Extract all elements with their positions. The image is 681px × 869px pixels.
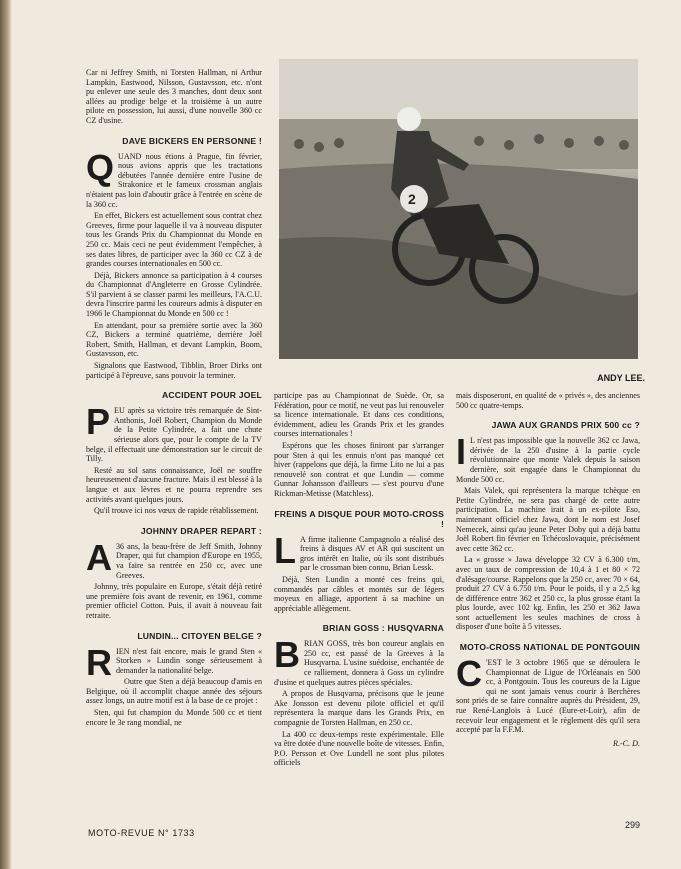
heading-dave-bickers: DAVE BICKERS EN PERSONNE ! [122, 135, 262, 146]
paragraph: participe pas au Championnat de Suède. Or, sa Fédération, pour ce motif, ne veut pas lui renouveler sa licence internationale. Et dans ces conditions, évidemment, adieu les Grands Prix et les grandes courses internationales ! [274, 391, 444, 439]
paragraph: Qu'il trouve ici nos vœux de rapide rétablissement. [94, 506, 259, 516]
paragraph: En effet, Bickers est actuellement sous contrat chez Greeves, firme pour laquelle il va à nouveau disputer tous les Grands Prix du Championnat du Monde en 250 cc. Mais ceci ne peut évidemment l'empêcher, à ses dates libres, de participer avec la 360 cc CZ à de grandes courses internationales en 500 cc. [86, 211, 262, 269]
column-2 [274, 391, 444, 821]
author-signature: R.-C. D. [613, 738, 640, 748]
column-3 [456, 391, 640, 821]
paragraph: En attendant, pour sa première sortie avec la 360 CZ, Bickers a terminé quatrième, derrière Joël Robert, Smith, Hallman, et devant Lampkin, Boom, Gustavsson, etc. [86, 320, 262, 359]
heading-jawa: JAWA AUX GRANDS PRIX 500 cc ? [491, 420, 640, 431]
dropcap: L [274, 529, 296, 571]
paragraph: Déjà, Bickers annonce sa participation à 4 courses du Championnat d'Angleterre en Grosse Cylindrée. S'il parvient à se classer parmi les meilleurs, l'A.C.U. devra l'inscrire parmi les coureurs admis à disputer en 1966 le Championnat du Monde en 500 cc ! [86, 270, 262, 319]
page-binding-shadow [0, 0, 12, 869]
paragraph: UAND nous étions à Prague, fin février, nous avions appris que les tractations débutées l'année dernière entre l'usine de Strakonice et le fameux crossman anglais n'étaient pas loin d'aboutir grâce à l'entrée en scène de la 360 cc. [86, 151, 262, 209]
paragraph: Outre que Sten a déjà beaucoup d'amis en Belgique, où il accomplit chaque année des séjours assez longs, un autre motif est à la base de ce projet : [86, 677, 262, 706]
heading-accident-joel: ACCIDENT POUR JOEL [161, 390, 262, 401]
dropcap: B [274, 634, 300, 676]
footer-magazine-issue: MOTO-REVUE N° 1733 [88, 828, 195, 838]
motocross-photo [279, 59, 638, 359]
dropcap: R [86, 641, 112, 683]
paragraph: Espérons que les choses finiront par s'arranger pour Sten à qui les ennuis n'ont pas manqué cet hiver (rappelons que déjà, la firme Lito ne lui a pas renouvelé son contrat et que Lundin — comme Gunnar Johansson d'ailleurs — s'est pourvu d'une Rickman-Metisse (Matchless). [274, 440, 444, 498]
paragraph: La « grosse » Jawa développe 32 CV à 6.300 t/m, avec un taux de compression de 10,4 à 1 et 80 × 72 d'alésage/course. Rappelons que la 250 cc, avec 70 × 64, produit 27 CV à 6.750 t/m. Pour le poids, il y a 2,5 kg de différence entre 362 et 250 cc, la plus grosse étant la plus lourde, avec 102 kg. Enfin, les 250 et 362 Jawa sont actuellement les seules machines de cross à disposer d'une boîte à 5 vitesses. [456, 555, 640, 632]
paragraph: IEN n'est fait encore, mais le grand Sten « Storken » Lundin songe sérieusement à demander la nationalité belge. [116, 646, 262, 675]
paragraph: Signalons que Eastwood, Tibblin, Broer Dirks ont participé à l'épreuve, sans pouvoir la terminer. [86, 361, 262, 380]
heading-freins-disque: FREINS A DISQUE POUR MOTO-CROSS ! [274, 508, 444, 529]
paragraph: mais disposeront, en qualité de « privés », des anciennes 500 cc quatre-temps. [456, 391, 640, 410]
paragraph: L n'est pas impossible que la nouvelle 362 cc Jawa, dérivée de la 250 d'usine à la partie cycle révolutionnaire que monte Valek depuis la saison dernière, soit engagée dans le Championnat du Monde 500 cc. [456, 436, 640, 484]
heading-pontgouin: MOTO-CROSS NATIONAL DE PONTGOUIN [459, 642, 640, 653]
paragraph: EU après sa victoire très remarquée de Sint-Anthonis, Joël Robert, Champion du Monde de la Petite Cylindrée, a fait une chute sérieuse alors que, pour le compte de la TV belge, il effectuait une démonstration sur le circuit de Tilly. [86, 406, 262, 464]
paragraph: 36 ans, la beau-frère de Jeff Smith, Johnny Draper, qui fut champion d'Europe en 1955, va faire sa rentrée en 250 cc, avec une Greeves. [116, 541, 262, 580]
paragraph: Resté au sol sans connaissance, Joël ne souffre heureusement d'aucune fracture. Mais il est blessé à la langue et aux lèvres et ne pourra reprendre ses activités avant quelques jours. [86, 465, 262, 504]
paragraph: Sten, qui fut champion du Monde 500 cc et tient encore le 3e rang mondial, ne [86, 708, 262, 727]
paragraph: 'EST le 3 octobre 1965 que se déroulera le Championnat de Ligue de l'Orléanais en 500 cc, à Pontgouin. Tous les coureurs de la Ligue qui ne sont jamais venus courir à Berchères sont priés de se faire connaître auprès du Président, 29, rue René-Langlois à Lucé (Eure-et-Loir), afin de recevoir leur engagement et le règlement dès qu'il sera accepté par la F.F.M. [456, 658, 640, 735]
dropcap: A [86, 536, 112, 578]
dropcap: P [86, 401, 111, 443]
intro-paragraph: Car ni Jeffrey Smith, ni Torsten Hallman, ni Arthur Lampkin, Eastwood, Nilsson, Gustavsson, etc. n'ont pu enlever une seule des 3 manches, dont deux sont allées au prodige belge et la troisième à un autre pilote en possession, lui aussi, d'une nouvelle 360 cc CZ d'usine. [86, 68, 262, 125]
column-1 [86, 68, 262, 820]
paragraph: Déjà, Sten Lundin a monté ces freins qui, commandés par câbles et montés sur de légers moyeux en alliage, apportent à sa machine un appréciable allègement. [274, 574, 444, 613]
dropcap: I [456, 431, 467, 473]
heading-johnny-draper: JOHNNY DRAPER REPART : [140, 525, 262, 536]
paragraph: RIAN GOSS, très bon coureur anglais en 250 cc, est passé de la Greeves à la Husqvarna. L'usine suédoise, enchantée de ce ralliement, donnera à Goss un cylindre d'usine et quelques autres pièces spéciales. [274, 639, 444, 687]
paragraph: A propos de Husqvarna, précisons que le jeune Ake Jonsson est devenu pilote officiel et qu'il représentera la marque dans les Grands Prix, en compagnie de Torsten Hallman, en 250 cc. [274, 689, 444, 728]
paragraph: Johnny, très populaire en Europe, s'était déjà retiré une première fois avant de revenir, en 1961, comme premier officiel Cotton. Puis, il avait à nouveau fait retraite. [86, 582, 262, 620]
heading-lundin-citoyen: LUNDIN... CITOYEN BELGE ? [137, 630, 262, 641]
dropcap: C [456, 653, 482, 695]
footer-page-number: 299 [625, 820, 641, 830]
photo-caption: ANDY LEE. [597, 373, 645, 383]
paragraph: Mais Valek, qui représentera la marque tchèque en Petite Cylindrée, ne sera pas chargé de cette autre participation. La machine irait à un ex-pilote Eso, maintenant officiel chez Jawa, dont le nom est Josef Nemecek, ainsi qu'au jeune Peter Doby qui a déjà battu Joël Robert fin février en Tchécoslovaquie, précisément avec cette 362 cc. [456, 486, 640, 553]
heading-brian-goss: BRIAN GOSS : HUSQVARNA [322, 623, 444, 634]
dropcap: Q [86, 146, 115, 188]
motocross-rider-illustration [279, 59, 638, 359]
svg-text:2: 2 [408, 191, 416, 207]
paragraph: La 400 cc deux-temps reste expérimentale. Elle va être dotée d'une nouvelle boîte de vitesses. Enfin, P.O. Persson et Ove Lundell ne sont plus pilotes officiels [274, 729, 444, 768]
paragraph: A firme italienne Campagnolo a réalisé des freins à disques AV et AR qui suscitent un gros intérêt en Italie, où ils sont distribués par le crossman bien connu, Brian Lessk. [300, 534, 444, 573]
